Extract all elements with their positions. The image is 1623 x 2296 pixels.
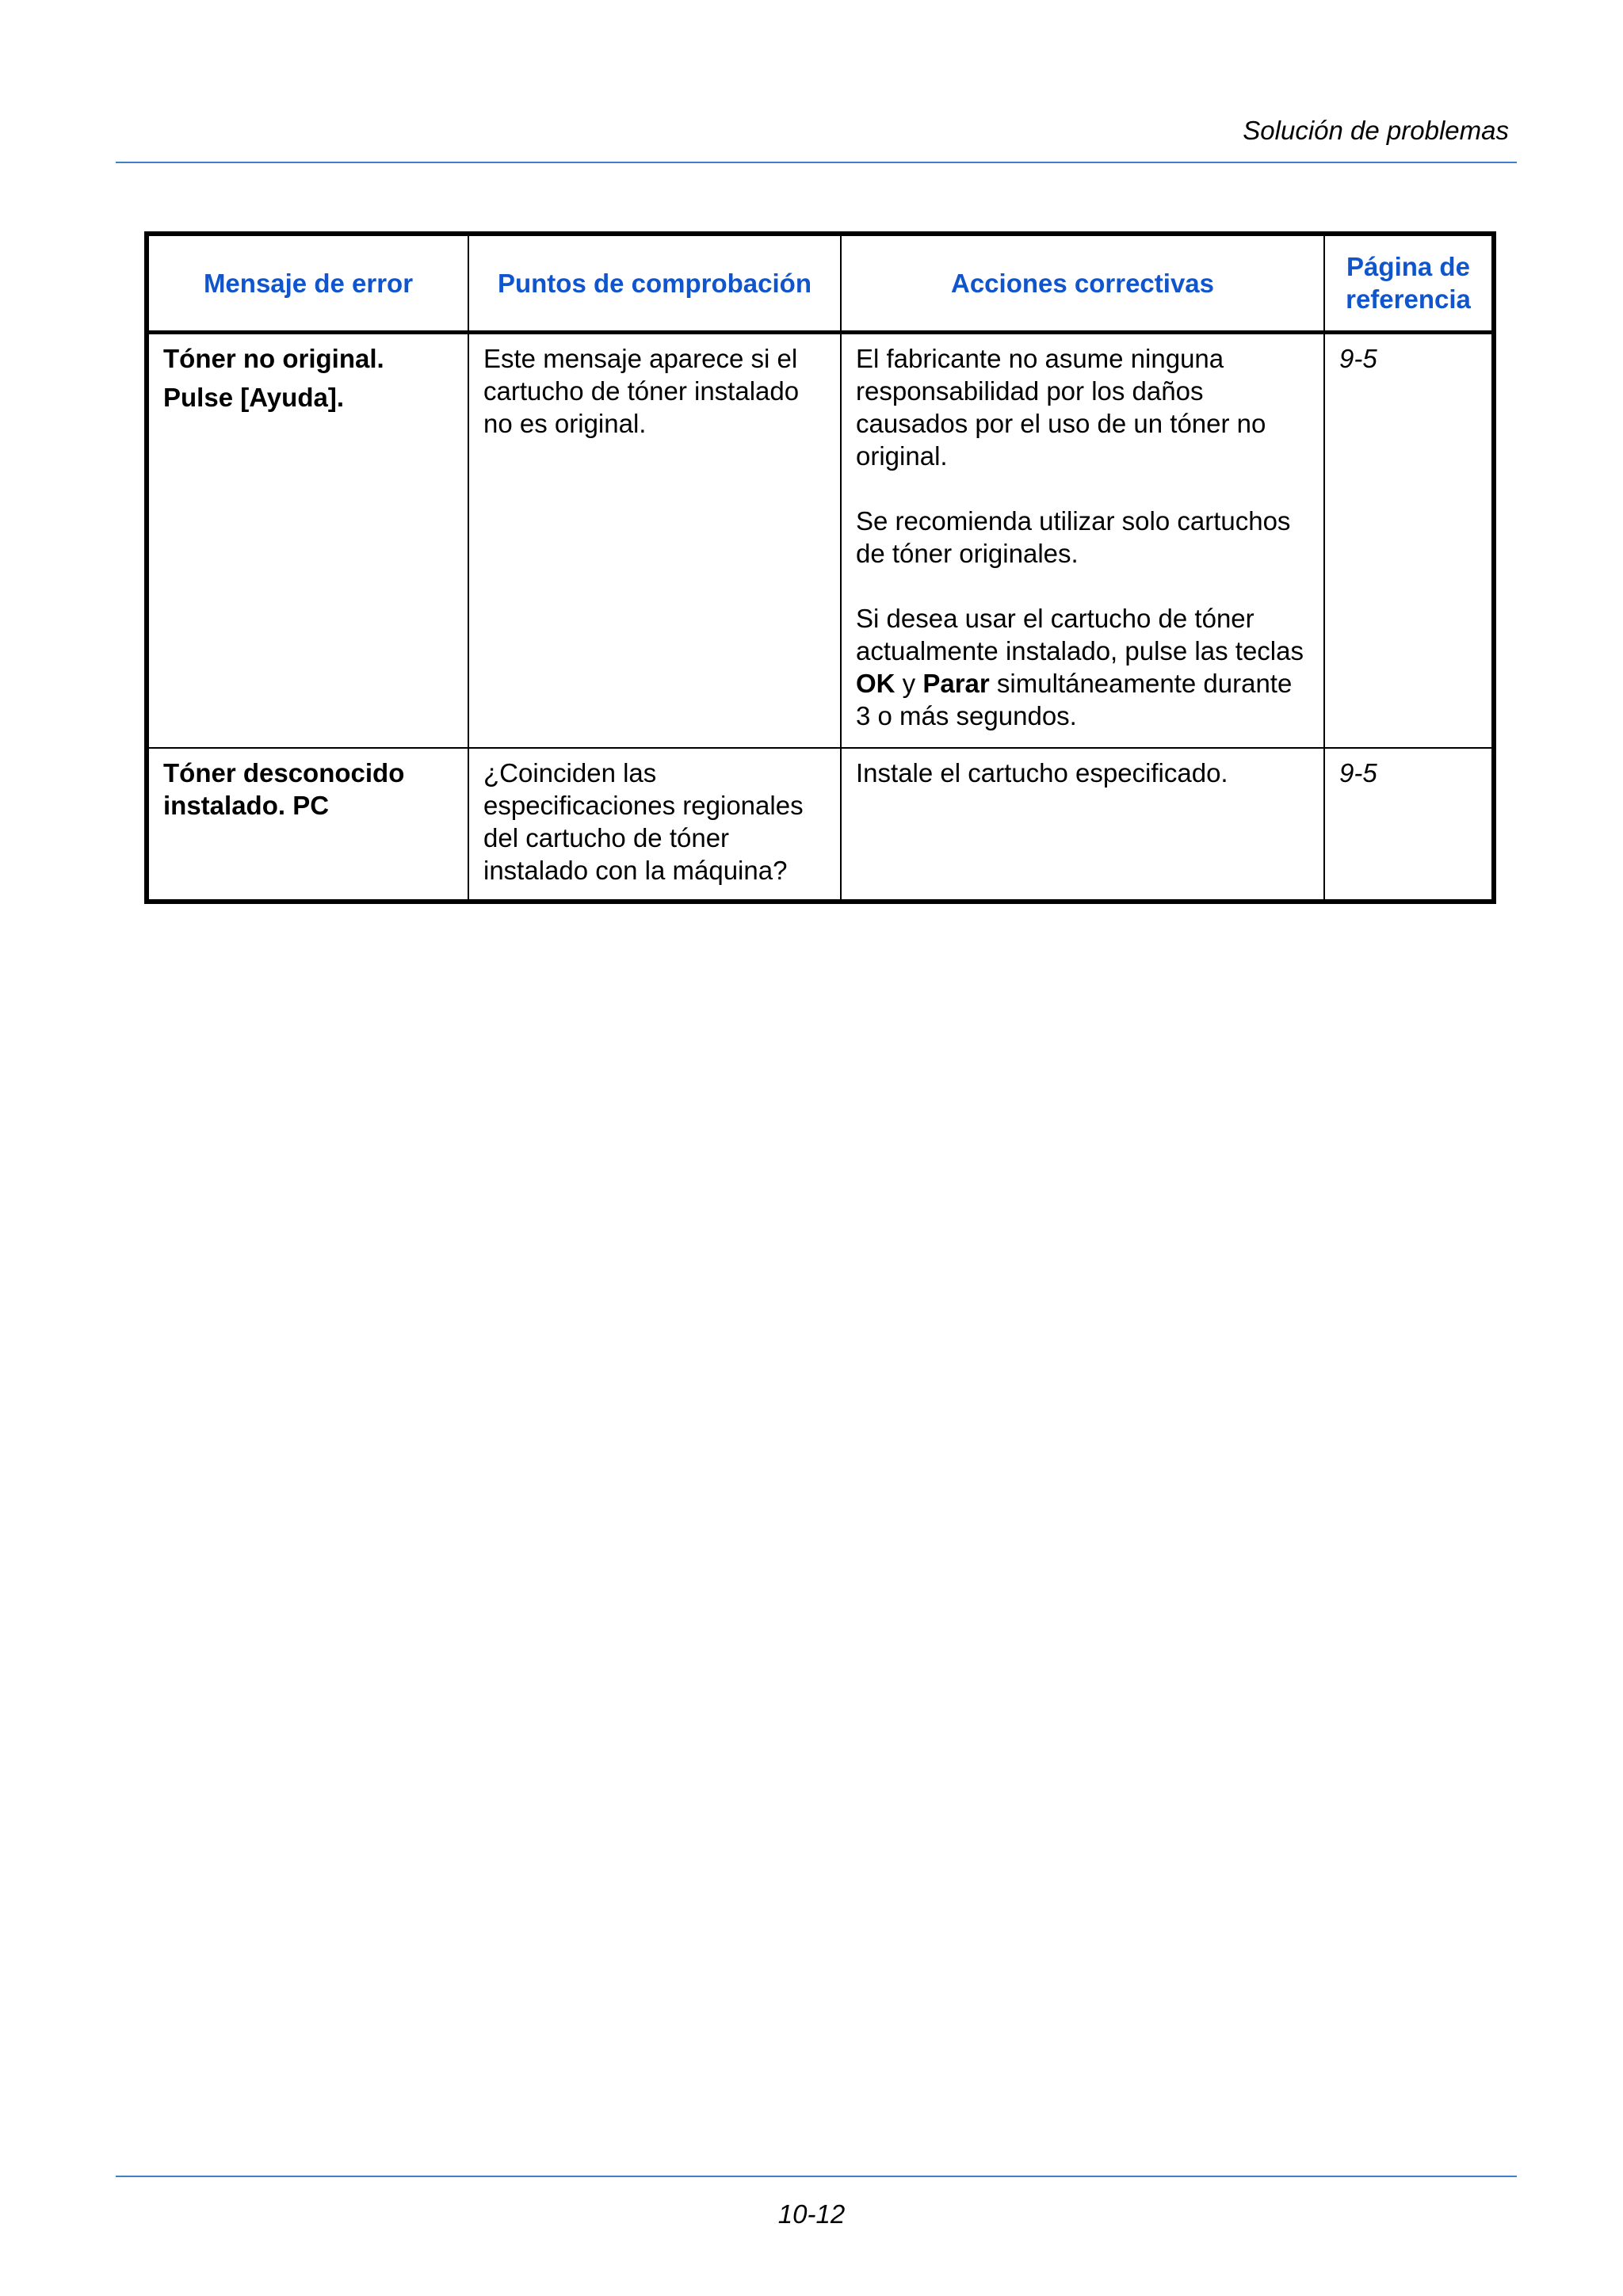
column-header-error-message: Mensaje de error bbox=[147, 234, 468, 332]
error-message-line: Pulse [Ayuda]. bbox=[163, 382, 344, 412]
corrective-action-cell: Instale el cartucho especificado. bbox=[841, 748, 1324, 902]
page-number: 10-12 bbox=[777, 2199, 846, 2229]
table-row bbox=[147, 748, 1494, 902]
error-message-cell bbox=[147, 332, 468, 748]
column-header-corrective-actions: Acciones correctivas bbox=[841, 234, 1324, 332]
error-message-cell bbox=[147, 748, 468, 902]
error-message-line: Tóner desconocido instalado. PC bbox=[163, 758, 405, 820]
column-header-check-points: Puntos de comprobación bbox=[468, 234, 841, 332]
check-point-cell: Este mensaje aparece si el cartucho de tóner instalado no es original. bbox=[468, 332, 841, 748]
error-table bbox=[144, 231, 1496, 904]
reference-page-cell: 9-5 bbox=[1324, 748, 1494, 902]
column-header-reference-page: Página de referencia bbox=[1324, 234, 1494, 332]
action-paragraph: El fabricante no asume ninguna responsabilidad por los daños causados por el uso de un tóner no original. bbox=[856, 343, 1266, 471]
table-header-row bbox=[147, 234, 1494, 332]
running-header: Solución de problemas bbox=[1243, 116, 1509, 145]
table-row bbox=[147, 332, 1494, 748]
key-label-stop: Parar bbox=[922, 668, 990, 698]
action-text: Si desea usar el cartucho de tóner actualmente instalado, pulse las teclas bbox=[856, 603, 1304, 666]
action-text: y bbox=[895, 668, 923, 698]
header-rule bbox=[116, 162, 1517, 163]
action-paragraph: Se recomienda utilizar solo cartuchos de tóner originales. bbox=[856, 505, 1291, 568]
footer-rule bbox=[116, 2176, 1517, 2177]
action-text: simultáneamente durante 3 o más segundos. bbox=[856, 668, 1293, 730]
corrective-action-cell bbox=[841, 332, 1324, 748]
action-paragraph bbox=[856, 602, 1311, 732]
key-label-ok: OK bbox=[856, 668, 896, 698]
error-message-line: Tóner no original. bbox=[163, 343, 384, 373]
check-point-cell: ¿Coinciden las especificaciones regionales del cartucho de tóner instalado con la máquina? bbox=[468, 748, 841, 902]
reference-page-cell: 9-5 bbox=[1324, 332, 1494, 748]
